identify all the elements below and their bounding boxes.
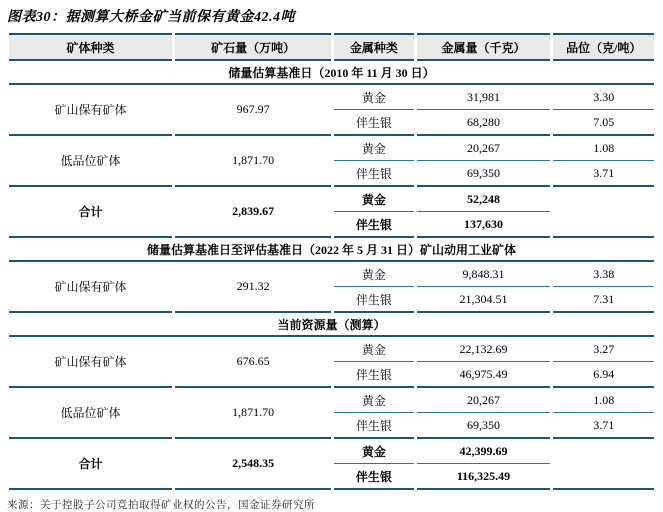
metal-qty-cell: 20,267 (417, 388, 551, 413)
grade-cell: 6.94 (553, 362, 654, 388)
metal-qty-cell: 42,399.69 (417, 439, 551, 464)
grade-cell: 7.31 (553, 287, 654, 313)
grade-cell: 3.38 (553, 262, 654, 287)
ore-type-cell: 合计 (9, 439, 172, 490)
metal-qty-cell: 22,132.69 (417, 337, 551, 362)
metal-type-cell: 黄金 (334, 388, 413, 413)
table-row (9, 439, 654, 464)
grade-cell: 3.71 (553, 413, 654, 439)
section-header-label: 储量估算基准日至评估基准日（2022 年 5 月 31 日）矿山动用工业矿体 (9, 238, 654, 262)
metal-type-cell: 伴生银 (334, 287, 413, 313)
metal-qty-cell: 68,280 (417, 110, 551, 136)
col-header-ore-type: 矿体种类 (9, 33, 172, 61)
section-header-label: 当前资源量（测算） (9, 313, 654, 337)
col-header-metal-qty: 金属量（千克） (417, 33, 551, 61)
metal-type-cell: 黄金 (334, 337, 413, 362)
ore-qty-cell: 291.32 (175, 262, 331, 313)
ore-qty-cell: 2,839.67 (175, 187, 331, 238)
metal-type-cell: 伴生银 (334, 413, 413, 439)
ore-qty-cell: 967.97 (175, 85, 331, 136)
metal-type-cell: 黄金 (334, 439, 413, 464)
col-header-ore-qty: 矿石量（万吨） (175, 33, 331, 61)
metal-qty-cell: 20,267 (417, 136, 551, 161)
ore-qty-cell: 2,548.35 (175, 439, 331, 490)
table-row (9, 262, 654, 287)
table-row (9, 136, 654, 161)
grade-cell: 1.08 (553, 388, 654, 413)
section-header-label: 储量估算基准日（2010 年 11 月 30 日） (9, 61, 654, 85)
table-row (9, 337, 654, 362)
metal-qty-cell: 69,350 (417, 413, 551, 439)
table-header-row (9, 33, 654, 61)
metal-type-cell: 伴生银 (334, 464, 413, 490)
metal-qty-cell: 21,304.51 (417, 287, 551, 313)
metal-type-cell: 伴生银 (334, 161, 413, 187)
ore-qty-cell: 676.65 (175, 337, 331, 388)
source-note: 来源：关于控股子公司竞拍取得矿业权的公告，国金证券研究所 (7, 500, 315, 511)
table-row (9, 187, 654, 212)
ore-type-cell: 矿山保有矿体 (9, 337, 172, 388)
section-header-row (9, 61, 654, 85)
grade-cell: 1.08 (553, 136, 654, 161)
ore-qty-cell: 1,871.70 (175, 388, 331, 439)
grade-empty-cell (553, 187, 654, 238)
grade-cell: 3.71 (553, 161, 654, 187)
metal-type-cell: 黄金 (334, 187, 413, 212)
metal-type-cell: 伴生银 (334, 212, 413, 238)
grade-empty-cell (553, 439, 654, 490)
metal-qty-cell: 69,350 (417, 161, 551, 187)
section-header-row (9, 313, 654, 337)
ore-type-cell: 矿山保有矿体 (9, 262, 172, 313)
metal-qty-cell: 46,975.49 (417, 362, 551, 388)
grade-cell: 7.05 (553, 110, 654, 136)
metal-type-cell: 黄金 (334, 85, 413, 110)
metal-type-cell: 伴生银 (334, 110, 413, 136)
grade-cell: 3.30 (553, 85, 654, 110)
table-row (9, 85, 654, 110)
section-header-row (9, 238, 654, 262)
ore-type-cell: 矿山保有矿体 (9, 85, 172, 136)
metal-qty-cell: 9,848.31 (417, 262, 551, 287)
grade-cell: 3.27 (553, 337, 654, 362)
metal-type-cell: 黄金 (334, 262, 413, 287)
table-row (9, 388, 654, 413)
col-header-metal-type: 金属种类 (334, 33, 413, 61)
metal-qty-cell: 116,325.49 (417, 464, 551, 490)
col-header-grade: 品位（克/吨） (553, 33, 654, 61)
metal-qty-cell: 137,630 (417, 212, 551, 238)
ore-qty-cell: 1,871.70 (175, 136, 331, 187)
mineral-reserves-table (6, 33, 657, 490)
metal-type-cell: 伴生银 (334, 362, 413, 388)
metal-type-cell: 黄金 (334, 136, 413, 161)
metal-qty-cell: 31,981 (417, 85, 551, 110)
figure-title: 图表30：据测算大桥金矿当前保有黄金42.4吨 (7, 10, 295, 25)
ore-type-cell: 合计 (9, 187, 172, 238)
metal-qty-cell: 52,248 (417, 187, 551, 212)
ore-type-cell: 低品位矿体 (9, 388, 172, 439)
ore-type-cell: 低品位矿体 (9, 136, 172, 187)
